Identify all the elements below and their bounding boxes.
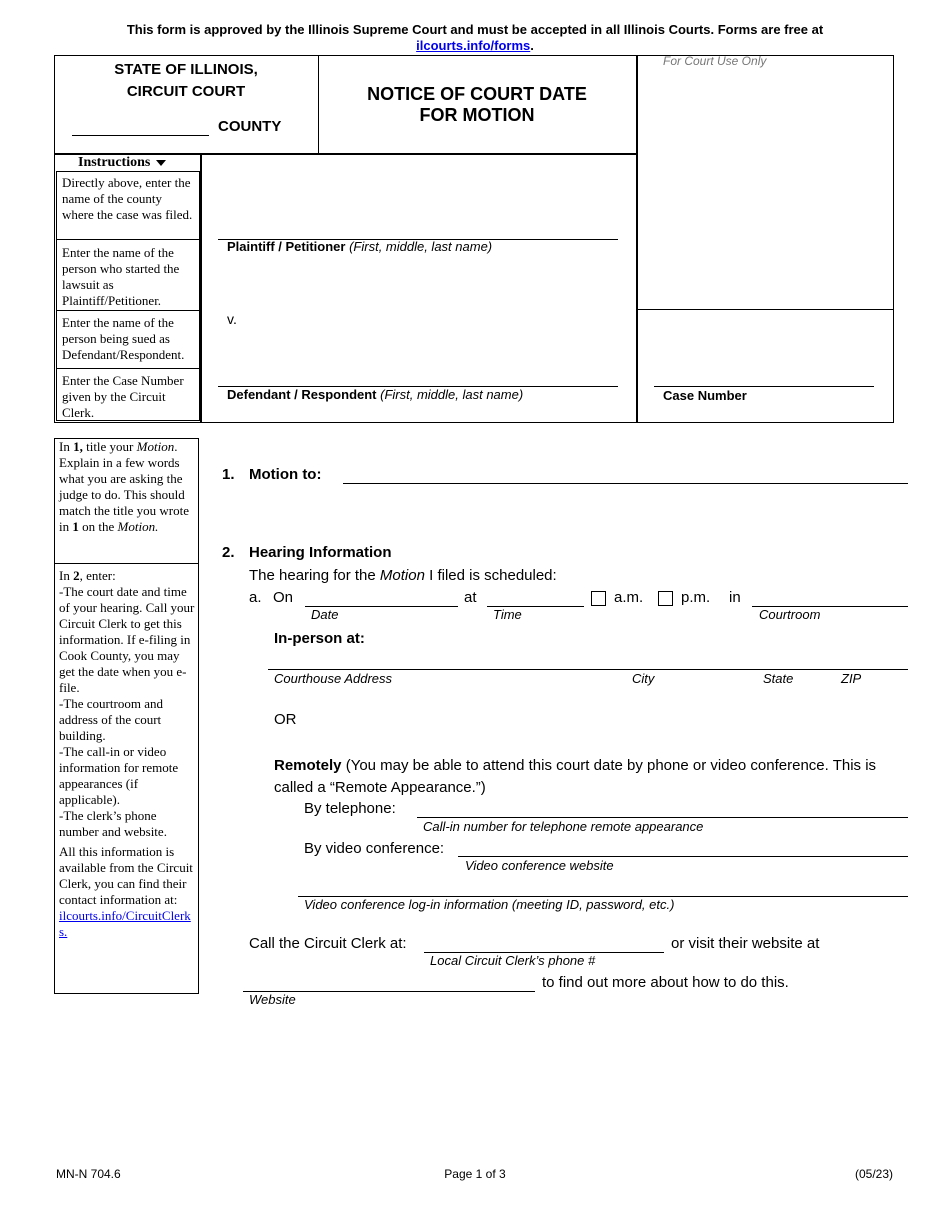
s2-t2: 2 <box>73 568 80 583</box>
time-label: Time <box>493 607 522 622</box>
state-field-label: State <box>763 671 794 686</box>
city-label: City <box>632 671 655 686</box>
party-box <box>200 153 638 423</box>
telephone-input[interactable] <box>417 817 908 818</box>
form-approval-notice: This form is approved by the Illinois Supreme Court and must be accepted in all Illinois Courts. Forms are free at <box>126 22 824 37</box>
form-link-line <box>0 38 950 53</box>
plaintiff-label: Plaintiff / Petitioner <box>227 239 346 254</box>
or-visit-label: or visit their website at <box>671 935 820 952</box>
s1-t5: . Explain in a few words what you are asking the judge to do. This should match the title you wrote in <box>59 439 189 534</box>
section1-label: Motion to: <box>249 466 322 483</box>
website-label: Website <box>249 992 296 1007</box>
circuit-court-label: CIRCUIT COURT <box>126 83 246 100</box>
s2-t3: , enter: <box>79 568 116 583</box>
plaintiff-caption <box>227 239 492 254</box>
pm-checkbox[interactable] <box>658 591 673 606</box>
plaintiff-hint: (First, middle, last name) <box>349 239 493 254</box>
on-label: On <box>273 589 294 606</box>
s2-item-2: -The courtroom and address of the court building. <box>59 696 163 743</box>
ilcourts-forms-link[interactable]: ilcourts.info/forms <box>416 38 531 53</box>
pm-label: p.m. <box>681 589 711 606</box>
video-website-label: Video conference website <box>465 858 614 873</box>
defendant-hint: (First, middle, last name) <box>380 387 524 402</box>
versus-label: v. <box>227 311 237 327</box>
s2-item-4: -The clerk’s phone number and website. <box>59 808 167 839</box>
address-input[interactable] <box>268 669 908 670</box>
instruction-text-3: Enter the name of the person being sued as Defendant/Respondent. <box>62 315 185 362</box>
section1-number: 1. <box>222 466 235 483</box>
by-video-label: By video conference: <box>304 840 445 857</box>
instruction-text-1: Directly above, enter the name of the county where the case was filed. <box>62 175 193 222</box>
side-instruction-text-2 <box>59 568 196 940</box>
county-input[interactable] <box>72 135 209 136</box>
intro-pre: The hearing for the <box>249 567 380 584</box>
section2-number: 2. <box>222 544 235 561</box>
court-use-box <box>636 55 894 423</box>
callin-label: Call-in number for telephone remote appearance <box>423 819 704 834</box>
motion-to-input[interactable] <box>343 483 908 484</box>
s1-t7: on the <box>78 519 118 534</box>
s2-item-3: -The call-in or video information for remote appearances (if applicable). <box>59 744 179 807</box>
remotely-text: (You may be able to attend this court date by phone or video conference. This is called a “Remote Appearance.”) <box>274 757 877 796</box>
s1-t3: title your <box>82 439 137 454</box>
at-label: at <box>464 589 477 606</box>
side-instruction-text-1 <box>59 439 196 535</box>
case-number-label: Case Number <box>663 388 747 403</box>
defendant-caption <box>227 387 523 402</box>
page-number: Page 1 of 3 <box>444 1167 506 1181</box>
s1-t4: Motion <box>136 439 175 454</box>
s2-intro <box>59 568 196 584</box>
court-use-divider <box>636 309 893 310</box>
video-login-label: Video conference log-in information (meeting ID, password, etc.) <box>304 897 675 912</box>
call-clerk-label: Call the Circuit Clerk at: <box>249 935 407 952</box>
county-label: COUNTY <box>218 118 282 135</box>
hearing-intro <box>249 567 557 584</box>
or-label: OR <box>274 711 297 728</box>
address-label: Courthouse Address <box>274 671 393 686</box>
s1-t2: 1, <box>73 439 83 454</box>
inperson-label: In-person at: <box>274 630 365 647</box>
case-number-input[interactable] <box>654 386 874 387</box>
triangle-down-icon <box>156 160 166 166</box>
video-website-input[interactable] <box>458 856 908 857</box>
s1-t6: 1 <box>72 519 79 534</box>
s2-item-1: -The court date and time of your hearing. Call your Circuit Clerk to get this information. If e-filing in Cook County, you may get the date when you e-file. <box>59 584 195 695</box>
remotely-paragraph <box>274 755 904 799</box>
court-use-label: For Court Use Only <box>663 54 767 68</box>
clerk-phone-label: Local Circuit Clerk’s phone # <box>430 953 596 968</box>
find-out-label: to find out more about how to do this. <box>542 974 789 991</box>
instruction-text-2: Enter the name of the person who started the lawsuit as Plaintiff/Petitioner. <box>62 245 180 308</box>
by-telephone-label: By telephone: <box>304 800 396 817</box>
intro-motion: Motion <box>379 567 425 584</box>
am-checkbox[interactable] <box>591 591 606 606</box>
date-label: Date <box>311 607 339 622</box>
am-label: a.m. <box>614 589 644 606</box>
form-title-line1: NOTICE OF COURT DATE <box>367 84 587 104</box>
in-label: in <box>729 589 741 606</box>
s2-footer: All this information is available from the Circuit Clerk, you can find their contact information at: <box>59 844 193 907</box>
s1-t1: In <box>59 439 74 454</box>
s1-t8: Motion. <box>117 519 159 534</box>
form-date: (05/23) <box>855 1167 894 1181</box>
section2-heading: Hearing Information <box>249 544 392 561</box>
zip-label: ZIP <box>841 671 862 686</box>
form-title-line2: FOR MOTION <box>419 105 535 125</box>
instruction-text-4: Enter the Case Number given by the Circuit Clerk. <box>62 373 184 420</box>
circuit-clerks-link[interactable]: ilcourts.info/CircuitClerks. <box>59 908 191 939</box>
s2-t1: In <box>59 568 74 583</box>
item-a-letter: a. <box>249 589 262 606</box>
intro-post: I filed is scheduled: <box>424 567 557 584</box>
state-label: STATE OF ILLINOIS, <box>114 61 258 78</box>
link-period: . <box>530 38 534 53</box>
form-id: MN-N 704.6 <box>56 1167 121 1181</box>
defendant-label: Defendant / Respondent <box>227 387 377 402</box>
remotely-label: Remotely <box>274 757 342 774</box>
courtroom-label: Courtroom <box>759 607 821 622</box>
instructions-header-text: Instructions <box>78 155 151 170</box>
instructions-header <box>78 155 166 171</box>
